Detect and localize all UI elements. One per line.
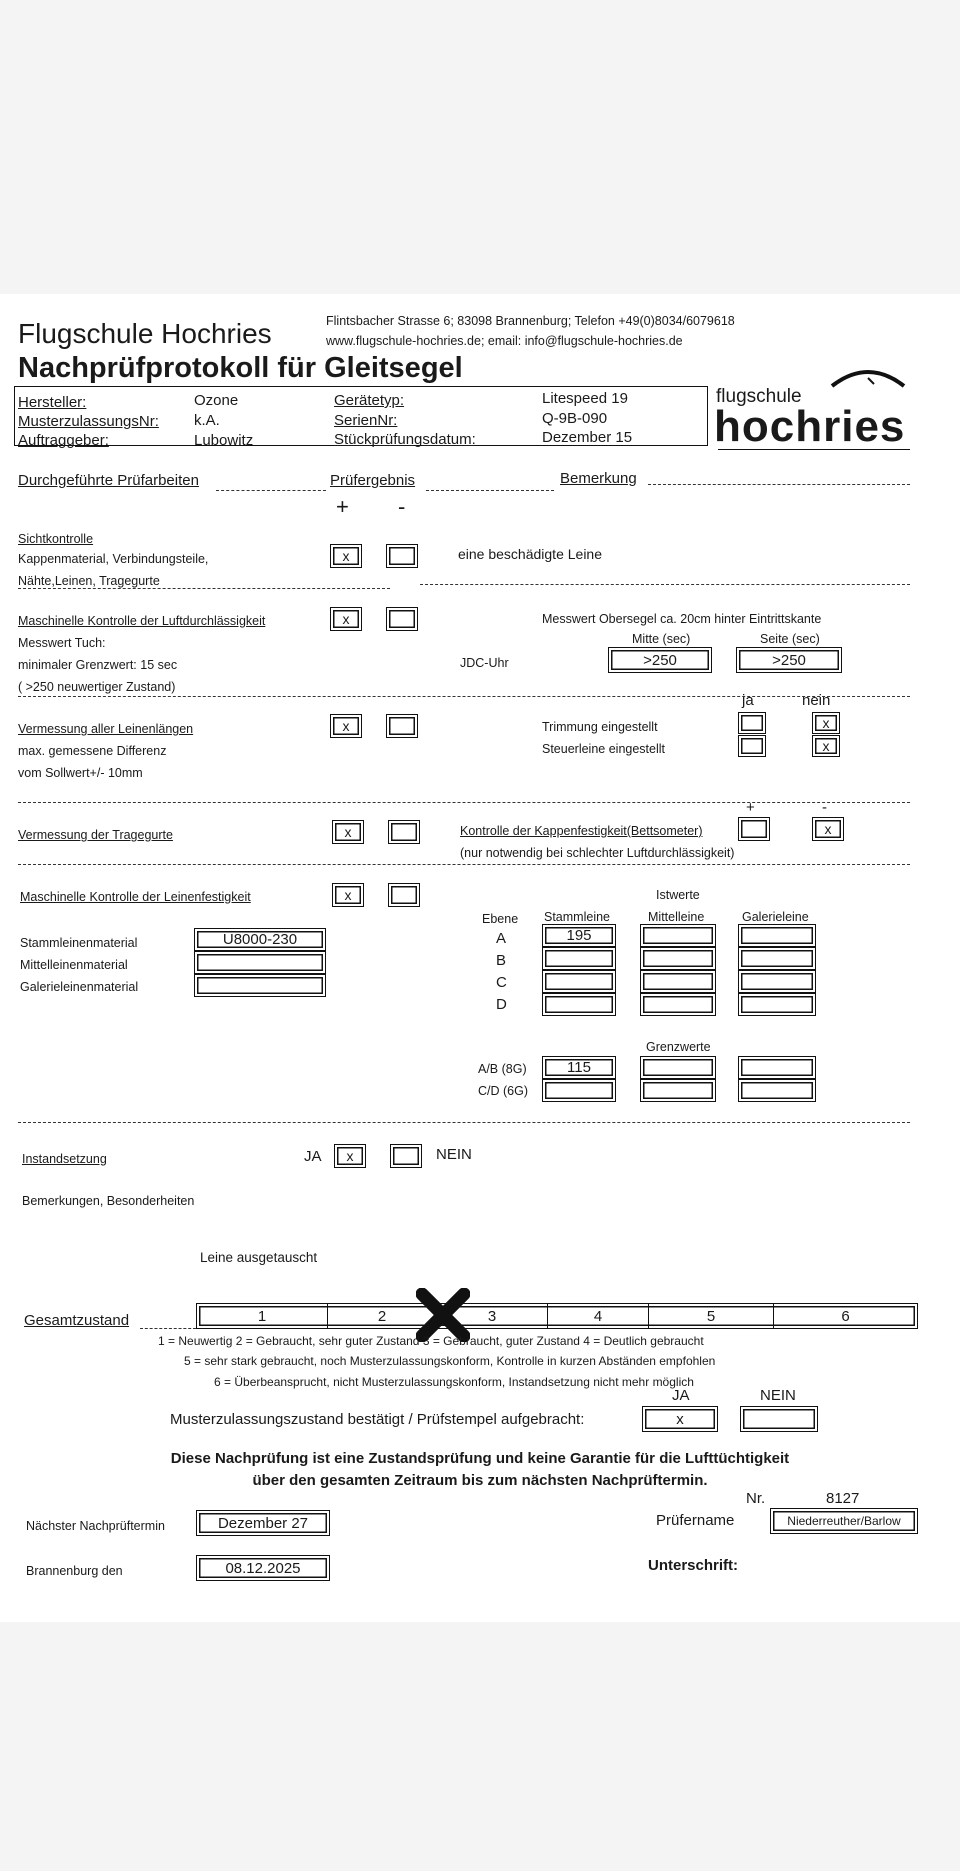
- gesamt-legend-2: 5 = sehr stark gebraucht, noch Musterzulassungskonform, Kontrolle in kurzen Abständen empfohlen: [184, 1354, 716, 1368]
- muster-value: k.A.: [194, 412, 220, 429]
- divider: [648, 484, 910, 485]
- festigkeit-plus-checkbox[interactable]: x: [332, 883, 364, 907]
- leinen-line1: max. gemessene Differenz: [18, 744, 167, 758]
- disclaimer-line-1: Diese Nachprüfung ist eine Zustandsprüfung und keine Garantie für die Lufttüchtigkeit: [170, 1450, 790, 1467]
- ebene-a: A: [496, 930, 507, 947]
- galerie-mat-label: Galerieleinenmaterial: [20, 980, 139, 994]
- instand-nein-label: NEIN: [436, 1146, 472, 1163]
- auftrag-value: Lubowitz: [194, 432, 254, 449]
- divider: [18, 696, 910, 697]
- disclaimer-line-2: über den gesamten Zeitraum bis zum nächsten Nachprüftermin.: [252, 1472, 708, 1489]
- divider: [18, 802, 910, 803]
- instand-title: Instandsetzung: [22, 1152, 107, 1166]
- condition-1[interactable]: 1: [197, 1304, 328, 1328]
- logo-bottom: hochries: [714, 402, 906, 451]
- minus-header: -: [398, 494, 406, 519]
- mittel-c[interactable]: [640, 970, 716, 993]
- muster-status-label: Musterzulassungszustand bestätigt / Prüfstempel aufgebracht:: [170, 1411, 585, 1428]
- nr-value: 8127: [826, 1490, 860, 1507]
- trage-title: Vermessung der Tragegurte: [18, 828, 173, 842]
- stamm-header: Stammleine: [544, 910, 610, 924]
- stueck-label: Stückprüfungsdatum:: [334, 431, 476, 448]
- grenz-cd-galerie[interactable]: [738, 1079, 816, 1102]
- muster-nein-checkbox[interactable]: [740, 1406, 818, 1432]
- col-bemerkung: Bemerkung: [560, 470, 637, 487]
- sicht-title: Sichtkontrolle: [18, 532, 94, 546]
- mittel-b[interactable]: [640, 947, 716, 970]
- col-ergebnis: Prüfergebnis: [330, 472, 416, 489]
- divider: [216, 490, 326, 491]
- grenz-cd-mittel[interactable]: [640, 1079, 716, 1102]
- ebene-header: Ebene: [482, 912, 519, 926]
- condition-4[interactable]: 4: [548, 1304, 649, 1328]
- ebene-d: D: [496, 996, 507, 1013]
- sicht-minus-checkbox[interactable]: [386, 544, 418, 568]
- instand-nein-checkbox[interactable]: [390, 1144, 422, 1168]
- datum-value[interactable]: 08.12.2025: [196, 1555, 330, 1581]
- condition-6[interactable]: 6: [841, 1307, 850, 1325]
- leinen-line2: vom Sollwert+/- 10mm: [18, 766, 143, 780]
- sicht-plus-checkbox[interactable]: x: [330, 544, 362, 568]
- col-arbeiten: Durchgeführte Prüfarbeiten: [18, 472, 199, 489]
- kappe-plus-checkbox[interactable]: [738, 817, 770, 841]
- instand-ja-checkbox[interactable]: x: [334, 1144, 366, 1168]
- gesamt-label: Gesamtzustand: [24, 1312, 130, 1329]
- serien-label: SerienNr:: [334, 412, 398, 429]
- grenz-cd-label: C/D (6G): [478, 1084, 528, 1098]
- school-name: Flugschule Hochries: [18, 318, 272, 349]
- kappe-plus-label: +: [746, 799, 755, 816]
- muster-nein-label: NEIN: [760, 1387, 796, 1404]
- luft-line2: minimaler Grenzwert: 15 sec: [18, 658, 178, 672]
- trimmung-ja-checkbox[interactable]: [738, 712, 766, 734]
- stamm-d[interactable]: [542, 993, 616, 1016]
- galerie-header: Galerieleine: [742, 910, 809, 924]
- address-line: Flintsbacher Strasse 6; 83098 Brannenburg; Telefon +49(0)8034/6079618: [326, 314, 735, 328]
- ebene-b: B: [496, 952, 507, 969]
- bemerkungen-label: Bemerkungen, Besonderheiten: [22, 1194, 195, 1208]
- stamm-c[interactable]: [542, 970, 616, 993]
- divider: [420, 584, 910, 585]
- logo-top: flugschule: [716, 386, 802, 407]
- istwerte-label: Istwerte: [656, 888, 700, 902]
- trage-minus-checkbox[interactable]: [388, 820, 420, 844]
- pruefer-value[interactable]: Niederreuther/Barlow: [770, 1508, 918, 1534]
- muster-label: MusterzulassungsNr:: [18, 413, 159, 430]
- divider: [18, 588, 390, 589]
- luft-mitte-value[interactable]: >250: [608, 647, 712, 673]
- gesamt-legend-3: 6 = Überbeansprucht, nicht Musterzulassungskonform, Instandsetzung nicht mehr möglich: [214, 1375, 694, 1389]
- doc-title: Nachprüfprotokoll für Gleitsegel: [18, 352, 463, 384]
- steuer-ja-checkbox[interactable]: [738, 735, 766, 757]
- condition-3[interactable]: 3: [437, 1304, 548, 1328]
- mittel-header: Mittelleine: [648, 910, 705, 924]
- condition-scale: [196, 1303, 918, 1329]
- hersteller-value: Ozone: [194, 392, 239, 409]
- gesamt-legend-1: 1 = Neuwertig 2 = Gebraucht, sehr guter Zustand 3 = Gebraucht, guter Zustand 4 = Deutlich gebraucht: [158, 1334, 704, 1348]
- protocol-document: [0, 294, 960, 1622]
- muster-ja-checkbox[interactable]: x: [642, 1406, 718, 1432]
- geraetetyp-value: Litespeed 19: [542, 390, 628, 407]
- stamm-a[interactable]: 195: [542, 924, 616, 947]
- instand-ja-label: JA: [304, 1148, 322, 1165]
- hersteller-label: Hersteller:: [18, 394, 87, 411]
- grenz-ab-stamm[interactable]: 115: [542, 1056, 616, 1079]
- logo-underline: [718, 449, 910, 450]
- plus-header: +: [336, 494, 349, 519]
- geraetetyp-label: Gerätetyp:: [334, 392, 405, 409]
- condition-2[interactable]: 2: [328, 1304, 437, 1328]
- grenz-ab-mittel[interactable]: [640, 1056, 716, 1079]
- naechster-label: Nächster Nachprüftermin: [26, 1519, 165, 1533]
- trimmung-nein-checkbox[interactable]: x: [812, 712, 840, 734]
- grenz-ab-label: A/B (8G): [478, 1062, 527, 1076]
- grenzwerte-label: Grenzwerte: [646, 1040, 711, 1054]
- luft-title: Maschinelle Kontrolle der Luftdurchlässigkeit: [18, 614, 266, 628]
- stamm-mat-value[interactable]: U8000-230: [194, 928, 326, 951]
- galerie-mat-value[interactable]: [194, 974, 326, 997]
- galerie-a[interactable]: [738, 924, 816, 947]
- ebene-c: C: [496, 974, 507, 991]
- galerie-d[interactable]: [738, 993, 816, 1016]
- ort-label: Brannenburg den: [26, 1564, 123, 1578]
- luft-seite-value[interactable]: >250: [736, 647, 842, 673]
- paraglider-icon: [828, 364, 908, 390]
- serien-value: Q-9B-090: [542, 410, 608, 427]
- luft-uhr: JDC-Uhr: [460, 656, 509, 670]
- trage-plus-checkbox[interactable]: x: [332, 820, 364, 844]
- bemerkungen-text: Leine ausgetauscht: [200, 1250, 318, 1265]
- kappe-minus-label: -: [822, 799, 827, 816]
- luft-seite-label: Seite (sec): [760, 632, 820, 646]
- mittel-mat-value[interactable]: [194, 951, 326, 974]
- luft-line3: ( >250 neuwertiger Zustand): [18, 680, 176, 694]
- luft-mitte-label: Mitte (sec): [632, 632, 691, 646]
- mittel-d[interactable]: [640, 993, 716, 1016]
- trimmung-label: Trimmung eingestellt: [542, 720, 658, 734]
- festigkeit-title: Maschinelle Kontrolle der Leinenfestigkeit: [20, 890, 251, 904]
- leinen-plus-checkbox[interactable]: x: [330, 714, 362, 738]
- stueck-value: Dezember 15: [542, 429, 633, 446]
- stamm-b[interactable]: [542, 947, 616, 970]
- leinen-nein-label: nein: [802, 692, 831, 709]
- pruefer-label: Prüfername: [656, 1512, 735, 1529]
- steuer-label: Steuerleine eingestellt: [542, 742, 665, 756]
- web-line: www.flugschule-hochries.de; email: info@flugschule-hochries.de: [326, 334, 683, 348]
- unterschrift-label: Unterschrift:: [648, 1557, 739, 1574]
- auftrag-label: Auftraggeber:: [18, 432, 109, 449]
- stamm-mat-label: Stammleinenmaterial: [20, 936, 138, 950]
- luft-plus-checkbox[interactable]: x: [330, 607, 362, 631]
- nr-label: Nr.: [746, 1490, 766, 1507]
- sicht-line1: Kappenmaterial, Verbindungsteile,: [18, 552, 209, 566]
- sicht-remark: eine beschädigte Leine: [458, 546, 603, 562]
- grenz-ab-galerie[interactable]: [738, 1056, 816, 1079]
- mittel-a[interactable]: [640, 924, 716, 947]
- luft-line1: Messwert Tuch:: [18, 636, 106, 650]
- galerie-c[interactable]: [738, 970, 816, 993]
- kappe-title: Kontrolle der Kappenfestigkeit(Bettsometer): [460, 824, 703, 838]
- muster-ja-label: JA: [672, 1387, 690, 1404]
- sicht-line2: Nähte,Leinen, Tragegurte: [18, 574, 160, 588]
- steuer-nein-checkbox[interactable]: x: [812, 735, 840, 757]
- mittel-mat-label: Mittelleinenmaterial: [20, 958, 128, 972]
- naechster-value[interactable]: Dezember 27: [196, 1510, 330, 1536]
- grenz-cd-stamm[interactable]: [542, 1079, 616, 1102]
- luft-messwert: Messwert Obersegel ca. 20cm hinter Eintrittskante: [542, 612, 822, 626]
- divider: [426, 490, 554, 491]
- leinen-title: Vermessung aller Leinenlängen: [18, 722, 194, 736]
- galerie-b[interactable]: [738, 947, 816, 970]
- divider: [140, 1328, 196, 1329]
- leinen-minus-checkbox[interactable]: [386, 714, 418, 738]
- festigkeit-minus-checkbox[interactable]: [388, 883, 420, 907]
- divider: [18, 1122, 910, 1123]
- luft-minus-checkbox[interactable]: [386, 607, 418, 631]
- kappe-note: (nur notwendig bei schlechter Luftdurchlässigkeit): [460, 846, 735, 860]
- kappe-minus-checkbox[interactable]: x: [812, 817, 844, 841]
- divider: [18, 864, 910, 865]
- condition-5[interactable]: 5: [649, 1304, 774, 1328]
- leinen-ja-label: ja: [742, 692, 754, 709]
